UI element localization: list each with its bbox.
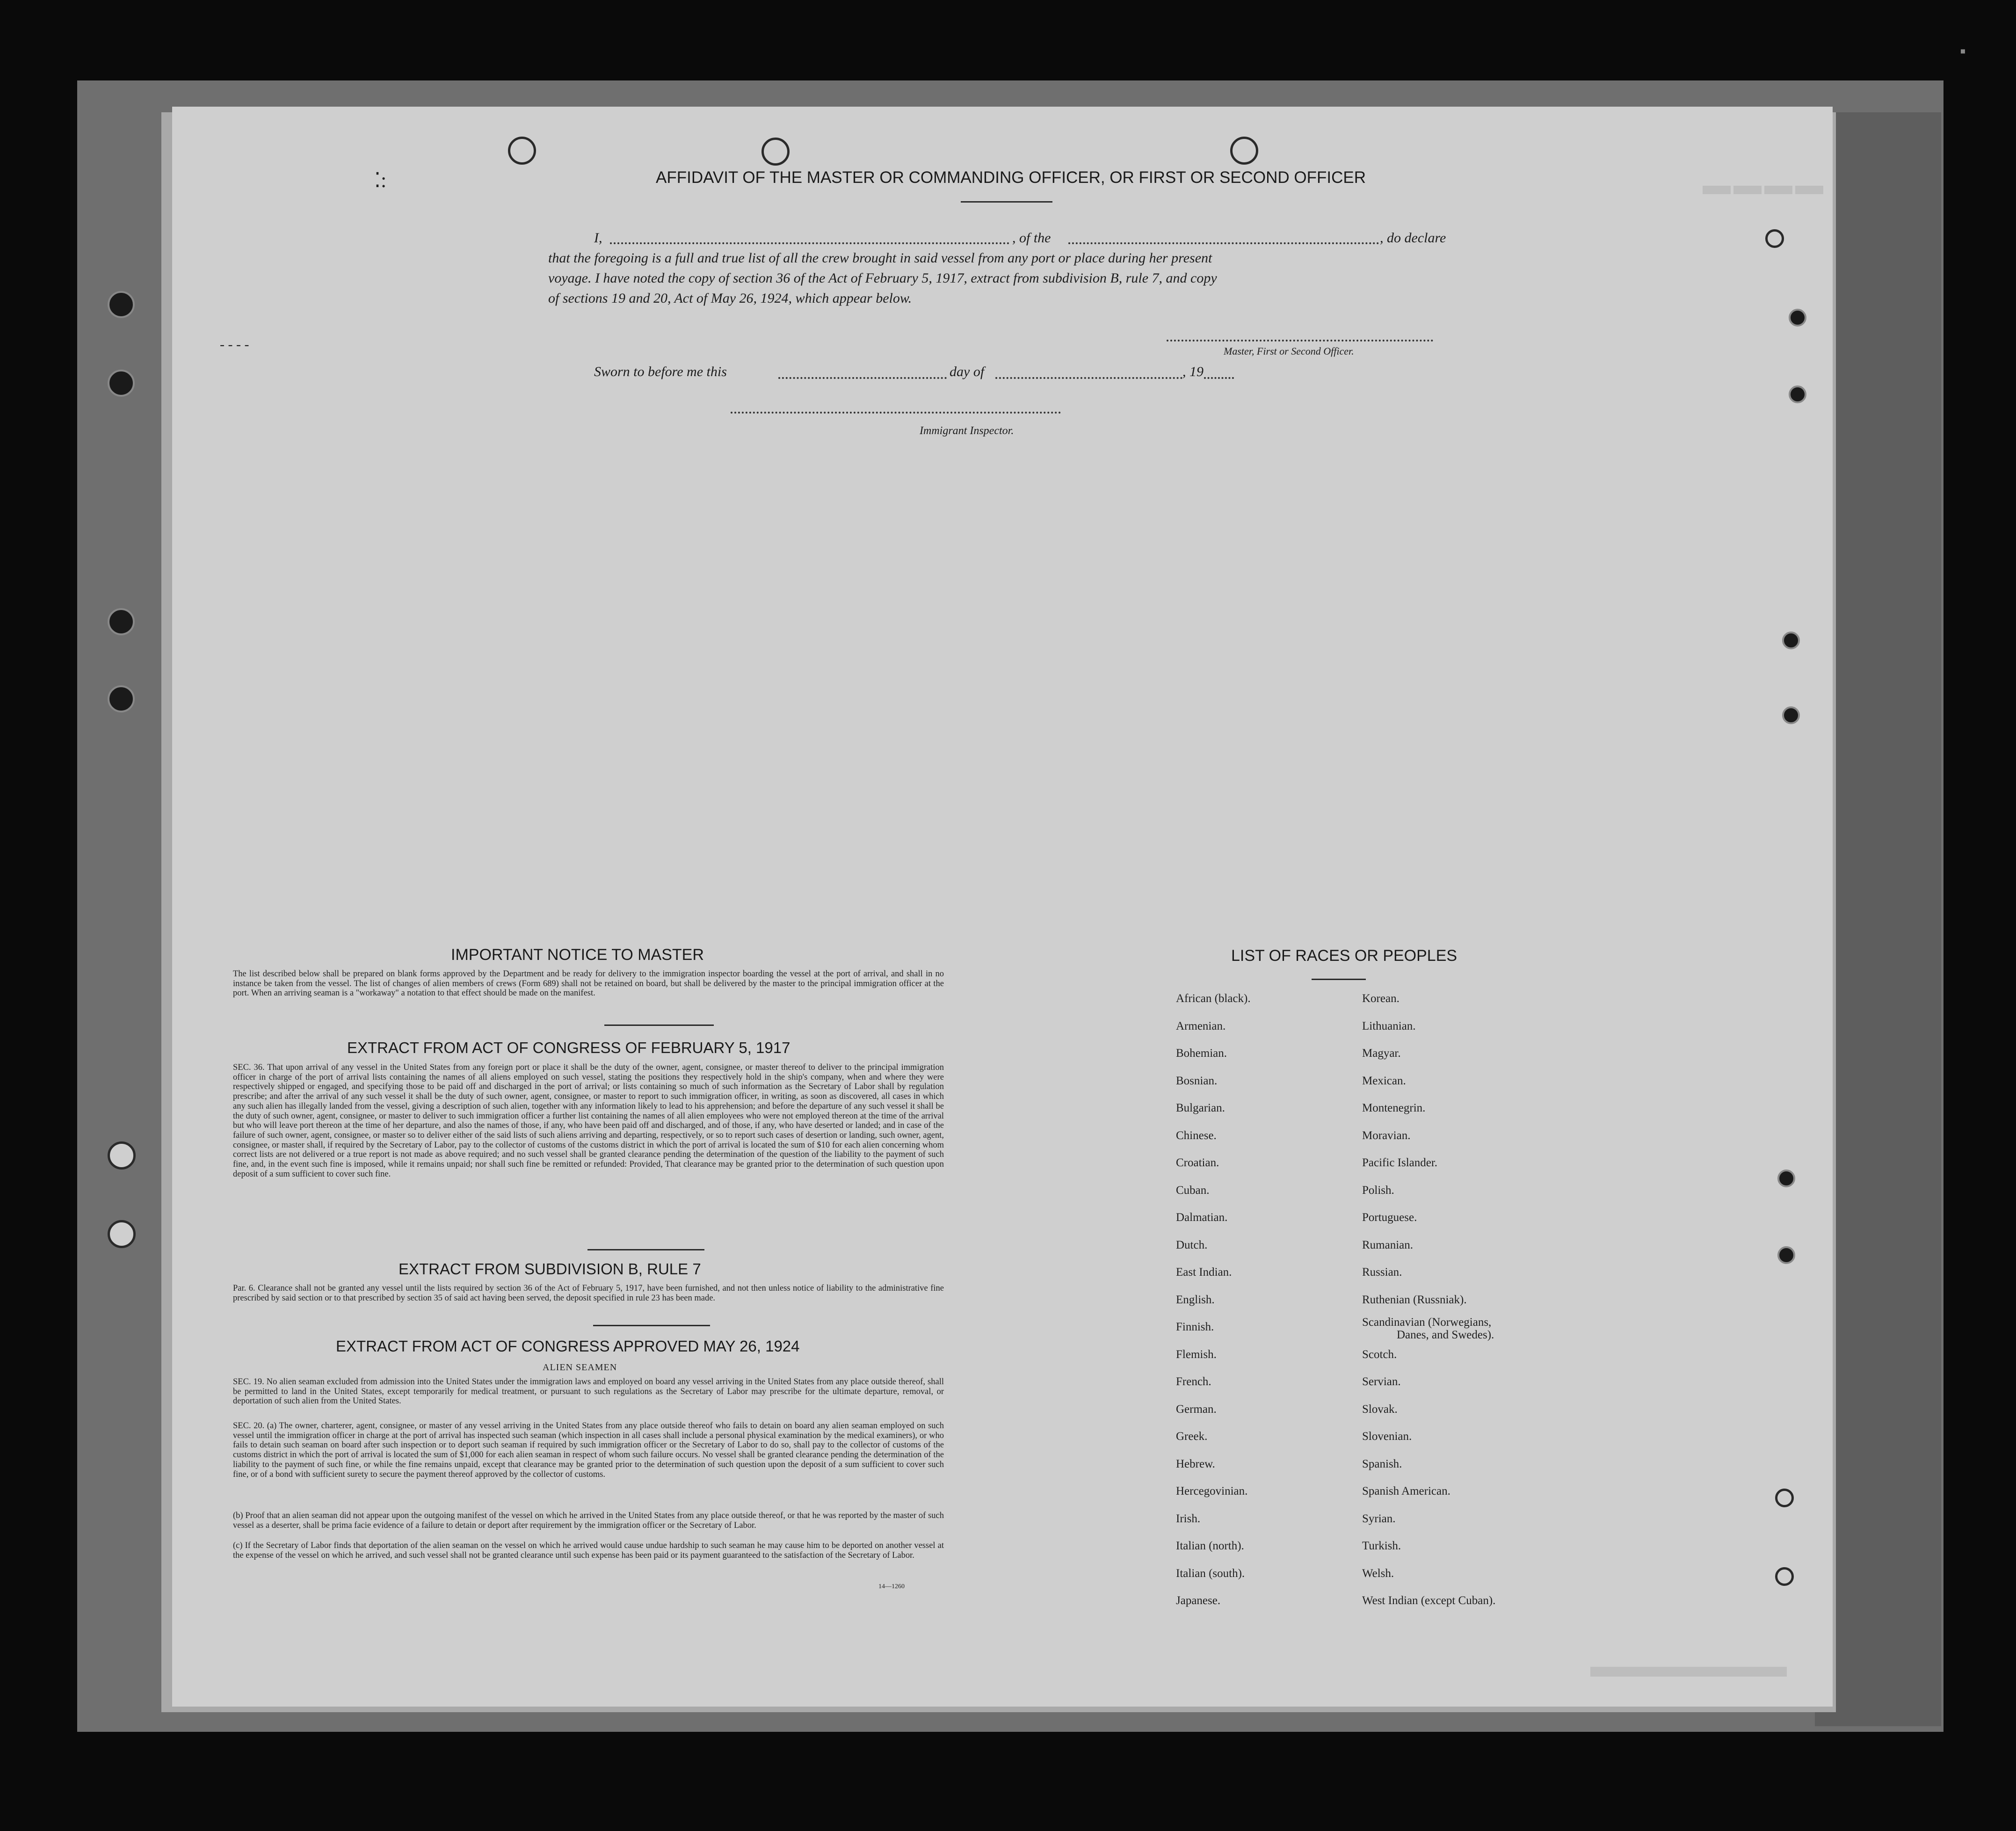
binding-hole	[108, 685, 135, 712]
race-left-item: German.	[1176, 1402, 1217, 1416]
race-left-item: Chinese.	[1176, 1129, 1217, 1142]
race-right-item: Pacific Islander.	[1362, 1156, 1438, 1169]
form-number: 14—1260	[878, 1583, 905, 1590]
binding-hole	[1782, 632, 1800, 649]
ink-mark: ⁚:	[374, 169, 387, 192]
alien-seamen-subtitle: ALIEN SEAMEN	[543, 1362, 617, 1373]
extract-1917-text: SEC. 36. That upon arrival of any vessel in the United States from any foreign port or place it shall be the duty of the owner, agent, consignee, or master thereof to deliver to the principal immigration officer in charge of the port of arrival lists containing the names of all aliens employed on such vessel, stating the positions they respectively hold in the ship's company, when and where they were respectively shipped or engaged, and specifying those to be paid off and discharged in the port of arrival; or lists containing so much of such information as the Secretary of Labor shall by regulation prescribe; and after the arrival of any such vessel it shall be the duty of such owner, agent, consignee, or master to report to such immigration officer, in writing, as soon as discovered, all cases in which any such alien has illegally landed from the vessel, giving a description of such alien, together with any information likely to lead to his apprehension; and before the departure of any such vessel it shall be the duty of such owner, agent, consignee, or master to deliver to such immigration officer a further list containing the names of all alien employees who were not employed thereon at the time of the arrival but who will leave port thereon at the time of her departure, and also the names of those, if any, who have been paid off and discharged, and of those, if any, who have deserted or landed; and in case of the failure of such owner, agent, consignee, or master so to deliver either of the said lists of such aliens arriving and departing, respectively, or so to report such cases of desertion or landing, such owner, agent, consignee, or master shall, if required by the Secretary of Labor, pay to the collector of customs of the customs district in which the port of arrival is located the sum of $10 for each alien concerning whom correct lists are not delivered or a true report is not made as above required; and no such vessel shall be granted clearance pending the determination of the question of the liability to the payment of such fine, and, in the event such fine is imposed, while it remains unpaid; nor shall such fine be remitted or refunded: Provided, That clearance may be granted prior to the determination of such question upon deposit of a sum sufficient to cover such fine.	[233, 1063, 944, 1179]
binding-hole	[1775, 1489, 1794, 1507]
race-right-item-continuation: Danes, and Swedes).	[1397, 1329, 1494, 1341]
extract-rule7-text: Par. 6. Clearance shall not be granted any vessel until the lists required by section 36 of the Act of February 5, 1917, have been furnished, and not then unless notice of liability to the administrative fine prescribed by said section or to that prescribed by section 35 of said act having been served, the deposit specified in rule 23 has been made.	[233, 1284, 944, 1303]
race-left-item: Greek.	[1176, 1430, 1208, 1443]
race-right-item: Spanish American.	[1362, 1485, 1450, 1497]
race-right-item: Magyar.	[1362, 1047, 1401, 1060]
affidavit-i: I,	[594, 230, 602, 246]
race-right-item: Rumanian.	[1362, 1238, 1414, 1251]
master-label: Master, First or Second Officer.	[1224, 345, 1354, 357]
race-right-item: Syrian.	[1362, 1512, 1396, 1525]
race-left-item: African (black).	[1176, 992, 1251, 1005]
race-left-item: Dutch.	[1176, 1238, 1208, 1251]
binding-hole	[108, 1220, 136, 1248]
race-left-item: Cuban.	[1176, 1184, 1210, 1197]
binding-hole	[1789, 385, 1806, 403]
binding-hole	[1782, 706, 1800, 724]
race-right-item: Spanish.	[1362, 1457, 1402, 1470]
binding-hole	[1765, 229, 1784, 248]
sworn-day-of: day of	[950, 364, 985, 379]
race-right-item: Turkish.	[1362, 1540, 1401, 1552]
race-left-item: East Indian.	[1176, 1266, 1232, 1279]
race-left-item: Bohemian.	[1176, 1047, 1227, 1060]
inspector-label: Immigrant Inspector.	[920, 425, 1014, 437]
race-right-item: Portuguese.	[1362, 1211, 1417, 1224]
sec-20a-text: SEC. 20. (a) The owner, charterer, agent, consignee, or master of any vessel arriving in the United States from any place outside thereof who fails to detain on board any alien seaman employed on such vessel until the immigration officer in charge at the port of arrival has inspected such seaman (which inspection in all cases shall include a personal physical examination by the medical examiners), or who fails to detain such seaman on board after such inspection or to deport such seaman if required by such immigration officer or the Secretary of Labor to do so, shall pay to the collector of customs of the customs district in which the port of arrival is located the sum of $1,000 for each alien seaman in respect of whom such failure occurs. No vessel shall be granted clearance pending the determination of the liability to the payment of such fine, or while the fine remains unpaid, except that clearance may be granted prior to the determination of such question upon the deposit of a sum sufficient to cover such fine, or of a bond with sufficient surety to secure the payment thereof approved by the collector of customs.	[233, 1421, 944, 1479]
binding-hole	[508, 137, 536, 165]
race-left-item: Finnish.	[1176, 1321, 1214, 1333]
race-right-item: Ruthenian (Russniak).	[1362, 1293, 1467, 1306]
race-left-item: Flemish.	[1176, 1348, 1217, 1361]
affidavit-line-2: that the foregoing is a full and true list of all the crew brought in said vessel from any port or place during her present	[548, 250, 1212, 266]
race-left-item: Dalmatian.	[1176, 1211, 1228, 1224]
race-right-item: Korean.	[1362, 992, 1400, 1005]
sec-19-text: SEC. 19. No alien seaman excluded from admission into the United States under the immigration laws and employed on board any vessel arriving in the United States from any place outside thereof, shall be permitted to land in the United States, except temporarily for medical treatment, or pursuant to such regulations as the Secretary of Labor may prescribe for the ultimate departure, removal, or deportation of such alien from the United States.	[233, 1377, 944, 1406]
name-blank[interactable]	[610, 242, 1009, 244]
race-left-item: Croatian.	[1176, 1156, 1219, 1169]
title-divider	[961, 201, 1052, 203]
binding-hole	[108, 370, 135, 397]
race-right-item: Servian.	[1362, 1375, 1401, 1388]
extract-1924-title: EXTRACT FROM ACT OF CONGRESS APPROVED MAY 26, 1924	[336, 1337, 800, 1355]
vessel-blank[interactable]	[1068, 242, 1379, 244]
binding-hole	[108, 1141, 136, 1170]
race-left-item: Italian (south).	[1176, 1567, 1245, 1580]
section-divider	[604, 1024, 714, 1026]
ink-mark: - - - -	[220, 337, 249, 352]
sworn-year: , 19	[1182, 364, 1204, 379]
race-left-item: Hercegovinian.	[1176, 1485, 1248, 1497]
binding-hole	[1775, 1567, 1794, 1586]
race-right-item: Slovak.	[1362, 1402, 1398, 1416]
race-right-item: Mexican.	[1362, 1074, 1406, 1087]
notice-title: IMPORTANT NOTICE TO MASTER	[451, 946, 704, 964]
bleed-through-mark: ▬▬▬▬	[1703, 169, 1826, 200]
races-title: LIST OF RACES OR PEOPLES	[1231, 947, 1458, 965]
binding-hole	[1230, 137, 1258, 165]
race-right-item: Polish.	[1362, 1184, 1394, 1197]
race-left-item: English.	[1176, 1293, 1215, 1306]
bleed-through-mark: ▬▬▬▬▬▬	[1590, 1647, 1787, 1684]
race-right-item: Welsh.	[1362, 1567, 1394, 1580]
race-left-item: Bosnian.	[1176, 1074, 1218, 1087]
race-right-item: Scandinavian (Norwegians,	[1362, 1316, 1492, 1329]
race-left-item: Armenian.	[1176, 1019, 1226, 1032]
binding-hole	[1777, 1170, 1795, 1187]
affidavit-title: AFFIDAVIT OF THE MASTER OR COMMANDING OFFICER, OR FIRST OR SECOND OFFICER	[656, 168, 1366, 187]
race-left-item: French.	[1176, 1375, 1211, 1388]
sworn-year-blank[interactable]	[1204, 377, 1234, 379]
notice-text: The list described below shall be prepared on blank forms approved by the Department and be ready for delivery to the immigration inspector boarding the vessel at the port of arrival, and shall in no instance be taken from the vessel. The list of changes of alien members of crews (Form 689) shall not be retained on board, but shall be delivered by the master to the principal immigration officer at the port. When an arriving seaman is a "workaway" a notation to that effect should be made on the manifest.	[233, 969, 944, 998]
sec-20c-text: (c) If the Secretary of Labor finds that deportation of the alien seaman on the vessel on which he arrived would cause undue hardship to such seaman he may cause him to be deported on another vessel at the expense of the vessel on which he arrived, and such vessel shall not be granted clearance until such expense has been paid or its payment guaranteed to the satisfaction of the Secretary of Labor.	[233, 1541, 944, 1560]
race-right-item: Russian.	[1362, 1266, 1402, 1279]
binding-hole	[761, 138, 790, 166]
inspector-signature-blank[interactable]	[731, 412, 1061, 414]
sworn-text: Sworn to before me this	[594, 364, 727, 379]
binding-hole	[1789, 309, 1806, 327]
binding-hole	[1777, 1246, 1795, 1264]
binding-hole	[108, 608, 135, 635]
binding-hole	[108, 291, 135, 318]
extract-rule7-title: EXTRACT FROM SUBDIVISION B, RULE 7	[399, 1260, 701, 1278]
affidavit-line-4: of sections 19 and 20, Act of May 26, 1924, which appear below.	[548, 291, 912, 306]
section-divider	[593, 1325, 710, 1326]
master-signature-blank[interactable]	[1167, 340, 1433, 341]
races-divider	[1312, 979, 1366, 980]
race-left-item: Italian (north).	[1176, 1540, 1244, 1552]
scan-corner-mark: ▪	[1960, 42, 1966, 60]
race-right-item: Slovenian.	[1362, 1430, 1412, 1443]
race-right-item: Lithuanian.	[1362, 1019, 1416, 1032]
race-right-item: Scotch.	[1362, 1348, 1397, 1361]
affidavit-of-the: , of the	[1012, 230, 1051, 246]
sworn-month-blank[interactable]	[995, 377, 1182, 379]
race-right-item: Montenegrin.	[1362, 1102, 1426, 1114]
sworn-day-blank[interactable]	[778, 377, 947, 379]
affidavit-declare: , do declare	[1380, 230, 1446, 246]
section-divider	[587, 1249, 704, 1250]
affidavit-line-3: voyage. I have noted the copy of section 36 of the Act of February 5, 1917, extract from subdivision B, rule 7, and copy	[548, 270, 1217, 286]
race-left-item: Bulgarian.	[1176, 1102, 1225, 1114]
race-left-item: Japanese.	[1176, 1594, 1221, 1607]
sec-20b-text: (b) Proof that an alien seaman did not appear upon the outgoing manifest of the vessel on which he arrived in the United States from any place outside thereof, or that he was reported by the master of such vessel as a deserter, shall be prima facie evidence of a failure to detain or deport after requirement by the immigration officer or the Secretary of Labor.	[233, 1511, 944, 1530]
race-right-item: Moravian.	[1362, 1129, 1411, 1142]
extract-1917-title: EXTRACT FROM ACT OF CONGRESS OF FEBRUARY 5, 1917	[347, 1039, 790, 1056]
race-left-item: Irish.	[1176, 1512, 1201, 1525]
race-right-item: West Indian (except Cuban).	[1362, 1594, 1496, 1607]
race-left-item: Hebrew.	[1176, 1457, 1215, 1470]
